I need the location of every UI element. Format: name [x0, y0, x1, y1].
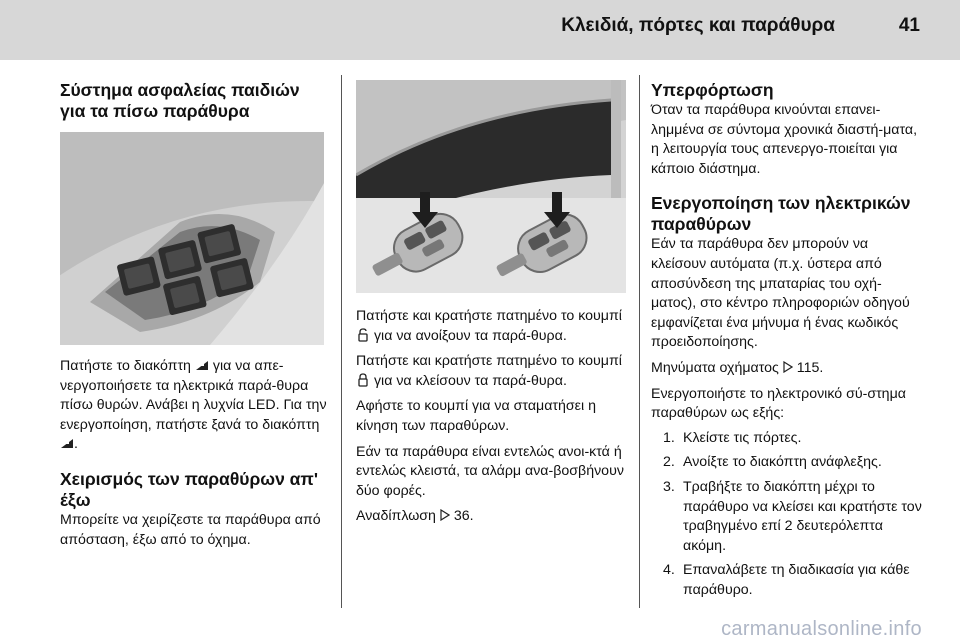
window-switch-panel-illustration — [60, 132, 324, 345]
page-footer — [0, 618, 960, 642]
procedure-steps — [651, 429, 926, 601]
unlock-button-icon — [356, 328, 370, 342]
page-header — [0, 0, 960, 60]
text-segment: Πατήστε και κρατήστε πατημένο το κουμπί — [356, 353, 622, 370]
child-lock-switch-icon — [195, 358, 209, 372]
activate-windows-heading: Ενεργοποίηση των ηλεκτρικών παραθύρων — [651, 193, 911, 235]
text-segment: Πατήστε και κρατήστε πατημένο το κουμπί — [356, 308, 622, 324]
column-divider — [639, 75, 640, 608]
text-segment: 36. — [453, 508, 474, 525]
step-text: Ανοίξτε το διακόπτη ανάφλεξης. — [683, 454, 882, 471]
text-segment: 115. — [796, 359, 824, 376]
hazard-flash-paragraph: Εάν τα παράθυρα είναι εντελώς ανοι-κτά ή εντελώς κλειστά, τα αλάρμ ανα-βοσβήνουν δύο φορές. — [356, 443, 624, 499]
text-segment: για να απε-νεργοποιήσετε τα ηλεκτρικά παρά-θυρα πίσω θυρών. Ανάβει η λυχνία LED. Για την ενεργοποίηση, πατήστε ξανά το διακόπτη — [60, 358, 327, 433]
child-lock-paragraph — [60, 357, 328, 455]
list-item — [651, 561, 926, 600]
list-item — [651, 429, 926, 449]
step-text: Τραβήξτε το διακόπτη μέχρι το παράθυρο να κλείσει και κρατήστε τον τραβηγμένο επί 2 δευτερόλεπτα ακόμη. — [683, 478, 922, 554]
step-text: Επαναλάβετε τη διαδικασία για κάθε παράθυρο. — [683, 562, 910, 598]
header-title: Κλειδιά, πόρτες και παράθυρα — [561, 15, 835, 36]
overload-heading: Υπερφόρτωση — [651, 80, 774, 100]
cross-reference — [651, 359, 926, 379]
column-1 — [60, 80, 328, 550]
text-segment: για να κλείσουν τα παρά-θυρα. — [373, 372, 567, 389]
watermark: carmanualsonline.info — [721, 618, 922, 640]
remote-operation-heading: Χειρισμός των παραθύρων απ' έξω — [60, 468, 318, 510]
page-reference-icon — [440, 509, 450, 521]
close-windows-paragraph — [356, 352, 626, 391]
text-segment: Μηνύματα οχήματος — [651, 359, 779, 376]
activate-windows-paragraph: Εάν τα παράθυρα δεν μπορούν να κλείσουν αυτόματα (π.χ. ύστερα από αποσύνδεση της μπαταρίας του οχή-ματος), στο κέντρο πληροφοριών οδηγού εμφανίζεται ένα μήνυμα ή ένας κωδικός προειδοποίησης. — [651, 236, 910, 351]
text-segment: Αναδίπλωση — [356, 508, 436, 525]
lock-button-icon — [356, 373, 370, 387]
column-divider — [341, 75, 342, 608]
step-number: 2. — [663, 454, 675, 471]
page-number: 41 — [898, 15, 920, 36]
column-2 — [356, 80, 626, 527]
overload-paragraph: Όταν τα παράθυρα κινούνται επανει-λημμένα σε σύντομα χρονικά διαστή-ματα, η λειτουργία τους απενεργο-ποιείται για κάποιο διάστημα. — [651, 102, 918, 177]
list-item — [651, 453, 926, 473]
child-lock-switch-icon — [60, 436, 74, 450]
step-number: 4. — [663, 562, 675, 579]
remote-operation-paragraph: Μπορείτε να χειρίζεστε τα παράθυρα από απόσταση, έξω από το όχημα. — [60, 511, 321, 548]
step-number: 1. — [663, 429, 675, 446]
stop-movement-paragraph: Αφήστε το κουμπί για να σταματήσει η κίνηση των παραθύρων. — [356, 398, 596, 434]
text-segment: . — [74, 436, 78, 453]
page-reference-icon — [783, 361, 793, 373]
column-3 — [651, 80, 926, 600]
open-windows-paragraph — [356, 307, 626, 346]
text-segment: Πατήστε το διακόπτη — [60, 358, 191, 374]
step-number: 3. — [663, 478, 675, 495]
car-key-remote-illustration — [356, 80, 626, 293]
procedure-intro: Ενεργοποιήστε το ηλεκτρονικό σύ-στημα παραθύρων ως εξής: — [651, 385, 906, 422]
list-item — [651, 478, 926, 556]
cross-reference — [356, 507, 626, 527]
step-text: Κλείστε τις πόρτες. — [683, 429, 802, 446]
child-lock-heading: Σύστημα ασφαλείας παιδιών για τα πίσω παράθυρα — [60, 80, 300, 121]
text-segment: για να ανοίξουν τα παρά-θυρα. — [373, 327, 567, 344]
